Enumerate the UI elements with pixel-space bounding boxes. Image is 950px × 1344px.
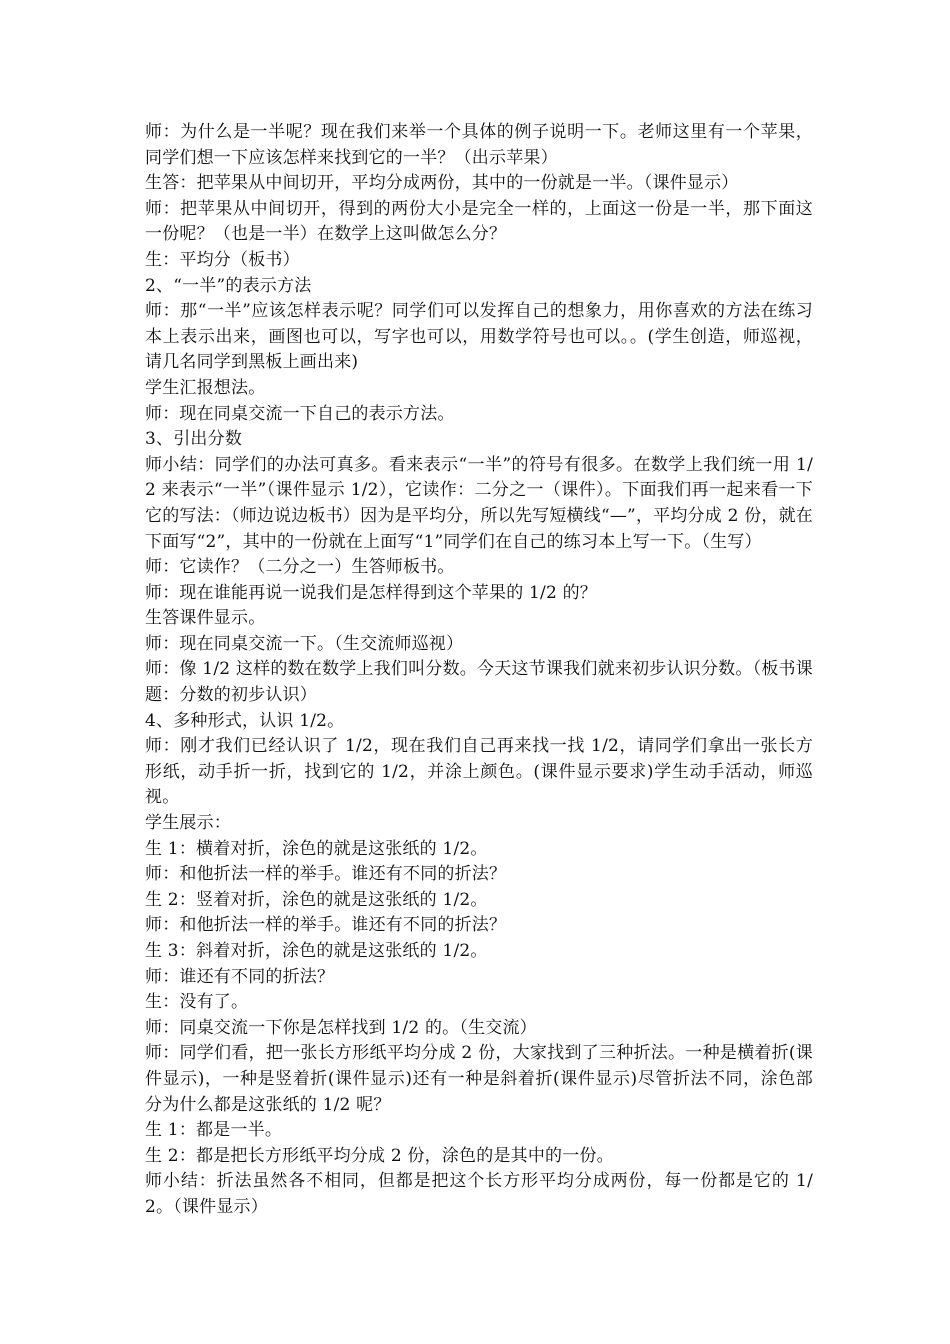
paragraph-1: 师：为什么是一半呢？现在我们来举一个具体的例子说明一下。老师这里有一个苹果，同学们想一下应该怎样来找到它的一半？（出示苹果） (145, 122, 813, 168)
paragraph-18: 学生展示： (145, 813, 231, 834)
document-page (145, 120, 813, 1221)
paragraph-19: 生 1：横着对折，涂色的就是这张纸的 1/2。 (145, 838, 488, 859)
paragraph-14: 师：现在同桌交流一下。（生交流师巡视） (145, 633, 464, 654)
paragraph-23: 生 3：斜着对折，涂色的就是这张纸的 1/2。 (145, 941, 488, 961)
paragraph-7: 学生汇报想法。 (145, 377, 266, 398)
paragraph-25: 生：没有了。 (145, 992, 249, 1013)
section-heading-3: 3、引出分数 (145, 429, 243, 450)
paragraph-8: 师：现在同桌交流一下自己的表示方法。 (145, 403, 455, 424)
paragraph-29: 生 2：都是把长方形纸平均分成 2 份，涂色的是其中的一份。 (145, 1145, 614, 1166)
paragraph-3: 师：把苹果从中间切开，得到的两份大小是完全一样的，上面这一份是一半，那下面这一份呢？（也是一半）在数学上这叫做怎么分？ (145, 198, 813, 245)
paragraph-4: 生：平均分（板书） (145, 249, 300, 270)
paragraph-11: 师：它读作？（二分之一）生答师板书。 (145, 557, 455, 578)
paragraph-24: 师：谁还有不同的折法？ (145, 966, 335, 987)
paragraph-26: 师：同桌交流一下你是怎样找到 1/2 的。（生交流） (145, 1017, 537, 1038)
paragraph-10: 师小结：同学们的办法可真多。看来表示“一半”的符号有很多。在数学上我们统一用 1/2 来表示“一半”（课件显示 1/2），它读作：二分之一（课件）。下面我们再一起来看一下它的写法：（师边说边板书）因为是平均分，所以先写短横线“—”，平均分成 2 份，就在下面写“2”，其中的一份就在上面写“1”同学们在自己的练习本上写一下。（生写） (145, 454, 813, 552)
section-heading-2: 2、“一半”的表示方法 (145, 275, 312, 296)
section-heading-4: 4、多种形式，认识 1/2。 (145, 710, 345, 731)
paragraph-22: 师：和他折法一样的举手。谁还有不同的折法？ (145, 915, 507, 936)
paragraph-21: 生 2：竖着对折，涂色的就是这张纸的 1/2。 (145, 889, 488, 910)
paragraph-15: 师：像 1/2 这样的数在数学上我们叫分数。今天这节课我们就来初步认识分数。（板书课题：分数的初步认识） (145, 659, 813, 706)
paragraph-28: 生 1：都是一半。 (145, 1120, 283, 1141)
paragraph-6: 师：那“一半”应该怎样表示呢？同学们可以发挥自己的想象力，用你喜欢的方法在练习本上表示出来，画图也可以，写字也可以，用数学符号也可以。。(学生创造，师巡视，请几名同学到黑板上画出来) (145, 301, 813, 373)
paragraph-2: 生答：把苹果从中间切开，平均分成两份，其中的一份就是一半。（课件显示） (145, 173, 739, 194)
paragraph-30: 师小结：折法虽然各不相同，但都是把这个长方形平均分成两份，每一份都是它的 1/2。（课件显示） (145, 1171, 813, 1217)
paragraph-27: 师：同学们看，把一张长方形纸平均分成 2 份，大家找到了三种折法。一种是横着折(课件显示)，一种是竖着折(课件显示)还有一种是斜着折(课件显示)尽管折法不同，涂色部分为什么都是这张纸的 1/2 呢？ (145, 1043, 813, 1115)
paragraph-13: 生答课件显示。 (145, 608, 266, 629)
paragraph-20: 师：和他折法一样的举手。谁还有不同的折法？ (145, 864, 507, 885)
paragraph-12: 师：现在谁能再说一说我们是怎样得到这个苹果的 1/2 的？ (145, 582, 597, 603)
paragraph-17: 师：刚才我们已经认识了 1/2，现在我们自己再来找一找 1/2，请同学们拿出一张长方形纸，动手折一折，找到它的 1/2，并涂上颜色。(课件显示要求)学生动手活动，师巡视。 (145, 736, 813, 808)
